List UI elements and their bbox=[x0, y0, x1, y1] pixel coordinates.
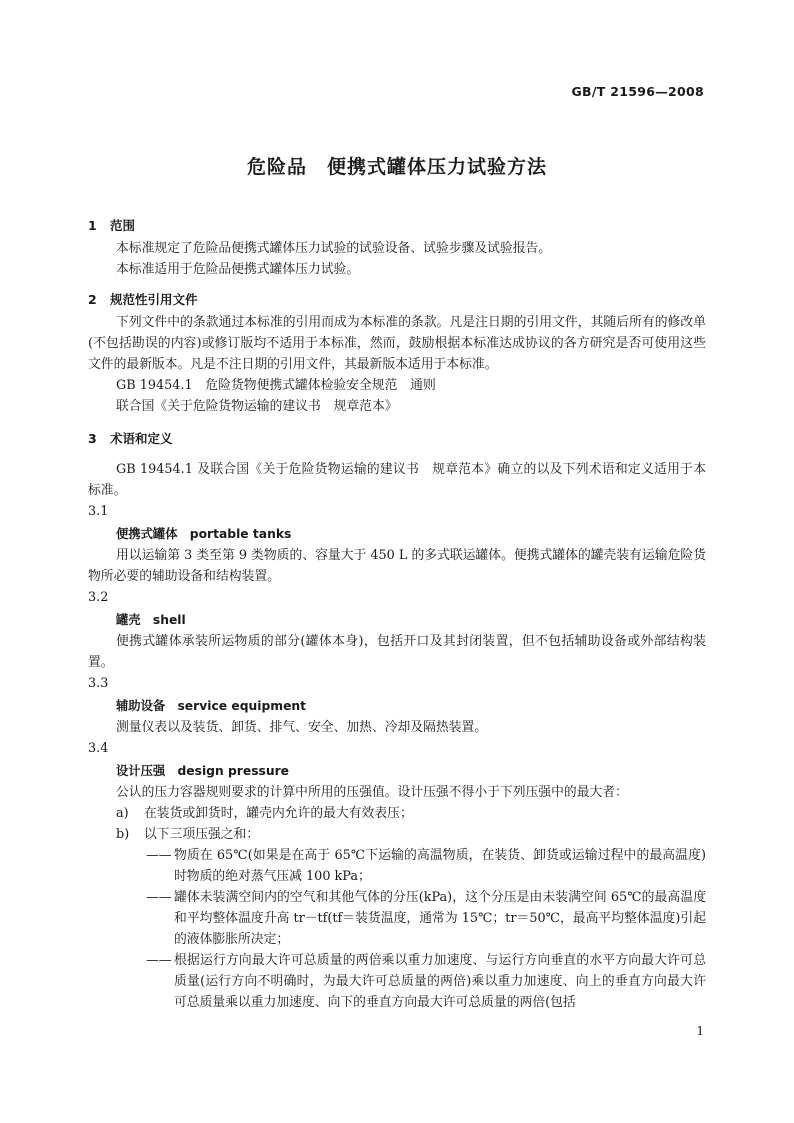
list-item bbox=[88, 824, 706, 845]
term-name: 便携式罐体 portable tanks bbox=[116, 527, 292, 541]
section-3-heading bbox=[88, 427, 706, 451]
section-2-heading bbox=[88, 288, 706, 312]
list-item bbox=[88, 803, 706, 824]
term-name: 辅助设备 service equipment bbox=[116, 699, 307, 713]
list-label: b) bbox=[116, 827, 130, 842]
paragraph: 本标准适用于危险品便携式罐体压力试验。 bbox=[116, 262, 360, 277]
list-label: a) bbox=[116, 806, 129, 821]
dash-mark: —— bbox=[146, 848, 172, 863]
dash-item bbox=[88, 887, 706, 950]
section-number: 3 bbox=[88, 431, 97, 446]
page-number: 1 bbox=[696, 1024, 704, 1038]
list-text: 以下三项压强之和： bbox=[144, 827, 260, 842]
paragraph: GB 19454.1 及联合国《关于危险货物运输的建议书 规章范本》确立的以及下列术语和定义适用于本标准。 bbox=[88, 462, 706, 498]
term-number: 3.2 bbox=[88, 590, 109, 605]
document-title: 危险品 便携式罐体压力试验方法 bbox=[246, 156, 547, 178]
dash-mark: —— bbox=[146, 890, 172, 905]
dash-item bbox=[88, 950, 706, 1013]
document-body bbox=[88, 214, 706, 1013]
standard-code: GB/T 21596—2008 bbox=[571, 84, 704, 99]
section-title: 规范性引用文件 bbox=[110, 292, 198, 307]
term-definition: 用以运输第 3 类至第 9 类物质的、容量大于 450 L 的多式联运罐体。便携式罐体的罐壳装有运输危险货物所必要的辅助设备和结构装置。 bbox=[88, 548, 706, 584]
dash-text: 物质在 65℃(如果是在高于 65℃下运输的高温物质，在装货、卸货或运输过程中的最高温度)时物质的绝对蒸气压减 100 kPa； bbox=[174, 848, 706, 884]
paragraph: 本标准规定了危险品便携式罐体压力试验的试验设备、试验步骤及试验报告。 bbox=[116, 241, 552, 256]
section-title: 范围 bbox=[110, 218, 136, 233]
term-definition: 便携式罐体承装所运物质的部分(罐体本身)，包括开口及其封闭装置，但不包括辅助设备或外部结构装置。 bbox=[88, 634, 706, 670]
term-definition: 测量仪表以及装货、卸货、排气、安全、加热、冷却及隔热装置。 bbox=[116, 720, 488, 735]
dash-text: 罐体未装满空间内的空气和其他气体的分压(kPa)，这个分压是由未装满空间 65℃的最高温度和平均整体温度升高 tr－tf(tf＝装货温度，通常为 15℃；tr＝50℃，最高平均整体温度)引起的液体膨胀所决定； bbox=[174, 890, 706, 947]
section-number: 2 bbox=[88, 292, 97, 307]
paragraph: 下列文件中的条款通过本标准的引用而成为本标准的条款。凡是注日期的引用文件，其随后所有的修改单(不包括勘误的内容)或修订版均不适用于本标准，然而，鼓励根据本标准达成协议的各方研究是否可使用这些文件的最新版本。凡是不注日期的引用文件，其最新版本适用于本标准。 bbox=[88, 315, 706, 372]
section-title: 术语和定义 bbox=[110, 431, 173, 446]
term-number: 3.4 bbox=[88, 741, 109, 756]
list-text: 在装货或卸货时，罐壳内允许的最大有效表压； bbox=[144, 806, 413, 821]
dash-item bbox=[88, 845, 706, 887]
term-name: 罐壳 shell bbox=[116, 613, 186, 627]
reference-item: 联合国《关于危险货物运输的建议书 规章范本》 bbox=[116, 399, 398, 414]
term-definition: 公认的压力容器规则要求的计算中所用的压强值。设计压强不得小于下列压强中的最大者： bbox=[116, 785, 628, 800]
section-number: 1 bbox=[88, 218, 97, 233]
term-number: 3.1 bbox=[88, 504, 109, 519]
dash-text: 根据运行方向最大许可总质量的两倍乘以重力加速度、与运行方向垂直的水平方向最大许可总质量(运行方向不明确时，为最大许可总质量的两倍)乘以重力加速度、向上的垂直方向最大许可总质量乘以重力加速度、向下的垂直方向最大许可总质量的两倍(包括 bbox=[174, 953, 706, 1010]
term-name: 设计压强 design pressure bbox=[116, 764, 290, 778]
section-1-heading bbox=[88, 214, 706, 238]
term-number: 3.3 bbox=[88, 676, 109, 691]
dash-mark: —— bbox=[146, 953, 172, 968]
reference-item: GB 19454.1 危险货物便携式罐体检验安全规范 通则 bbox=[116, 378, 436, 393]
